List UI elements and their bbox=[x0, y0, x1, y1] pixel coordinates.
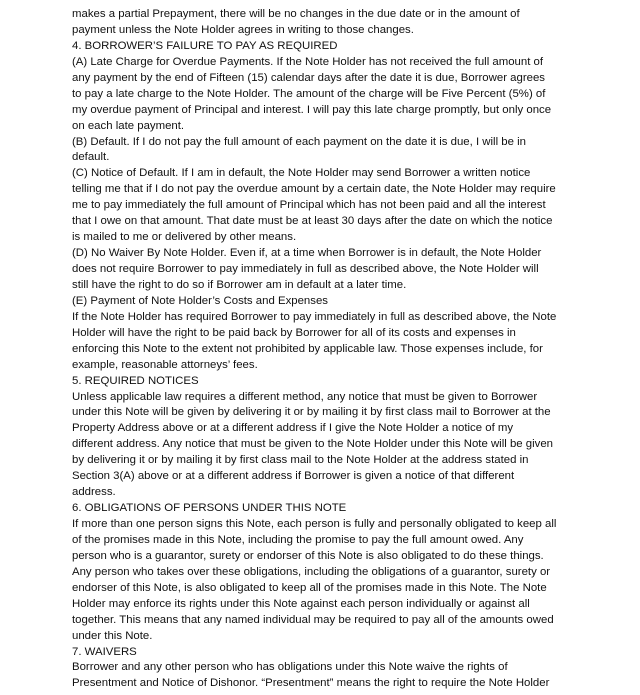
text-line: Borrower and any other person who has obligations under this Note waive the rights of bbox=[72, 661, 508, 674]
text-line: address. bbox=[72, 486, 116, 499]
text-line: (C) Notice of Default. If I am in default, the Note Holder may send Borrower a written notice bbox=[72, 167, 531, 180]
section-heading-5: 5. REQUIRED NOTICES bbox=[72, 374, 199, 387]
text-line: still have the right to do so if Borrower am in default at a later time. bbox=[72, 278, 407, 291]
text-line: Unless applicable law requires a different method, any notice that must be given to Borrower bbox=[72, 390, 538, 403]
text-line: enforcing this Note to the extent not prohibited by applicable law. Those expenses include, for bbox=[72, 342, 543, 355]
text-line: my overdue payment of Principal and interest. I will pay this late charge promptly, but only once bbox=[72, 103, 552, 116]
text-line: under this Note will be given by delivering it or by mailing it by first class mail to Borrower at the bbox=[72, 406, 551, 419]
section-heading-7: 7. WAIVERS bbox=[72, 645, 137, 658]
section-heading-6: 6. OBLIGATIONS OF PERSONS UNDER THIS NOTE bbox=[72, 502, 347, 515]
text-line: If more than one person signs this Note, each person is fully and personally obligated to keep all bbox=[72, 518, 557, 530]
text-line: does not require Borrower to pay immediately in full as described above, the Note Holder will bbox=[72, 263, 539, 275]
text-line: me to pay immediately the full amount of Principal which has not been paid and all the interest bbox=[72, 199, 546, 212]
text-line: payment unless the Note Holder agrees in writing to those changes. bbox=[72, 23, 414, 36]
text-line: is mailed to me or delivered by other means. bbox=[72, 231, 297, 244]
document-page bbox=[72, 7, 572, 692]
text-line: If the Note Holder has required Borrower to pay immediately in full as described above, the Note bbox=[72, 310, 557, 323]
text-line: Section 3(A) above or at a different address if Borrower is given a notice of that different bbox=[72, 470, 515, 483]
text-line: Holder may enforce its rights under this Note against each person individually or against all bbox=[72, 597, 530, 610]
text-line: Presentment and Notice of Dishonor. “Presentment” means the right to require the Note Holder bbox=[72, 677, 550, 690]
text-line: (B) Default. If I do not pay the full amount of each payment on the date it is due, I will be in bbox=[72, 135, 526, 148]
subsection-heading-e: (E) Payment of Note Holder’s Costs and Expenses bbox=[72, 294, 328, 307]
text-line: Any person who takes over these obligations, including the obligations of a guarantor, surety or bbox=[72, 565, 551, 578]
text-line: default. bbox=[72, 151, 110, 164]
text-line: under this Note. bbox=[72, 629, 153, 642]
text-line: example, reasonable attorneys’ fees. bbox=[72, 358, 258, 371]
text-line: (D) No Waiver By Note Holder. Even if, at a time when Borrower is in default, the Note Holder bbox=[72, 247, 542, 260]
text-line: of the promises made in this Note, including the promise to pay the full amount owed. Any bbox=[72, 533, 524, 546]
text-line: endorser of this Note, is also obligated to keep all of the promises made in this Note. The Note bbox=[72, 581, 547, 594]
text-line: Holder will have the right to be paid back by Borrower for all of its costs and expenses in bbox=[72, 326, 516, 339]
text-line: by delivering it or by mailing it by first class mail to the Note Holder at the address stated in bbox=[72, 454, 529, 467]
text-line: different address. Any notice that must be given to the Note Holder under this Note will be given bbox=[72, 438, 554, 451]
text-line: (A) Late Charge for Overdue Payments. If the Note Holder has not received the full amount of bbox=[72, 55, 544, 68]
text-line: on each late payment. bbox=[72, 119, 185, 132]
text-line: person who is a guarantor, surety or endorser of this Note is also obligated to do these things. bbox=[72, 549, 544, 562]
text-line: makes a partial Prepayment, there will be no changes in the due date or in the amount of bbox=[72, 8, 520, 20]
text-line: to pay a late charge to the Note Holder. The amount of the charge will be Five Percent (5%) of bbox=[72, 87, 546, 100]
section-heading-4: 4. BORROWER’S FAILURE TO PAY AS REQUIRED bbox=[72, 39, 338, 52]
text-line: any payment by the end of Fifteen (15) calendar days after the date it is due, Borrower agrees bbox=[72, 71, 545, 84]
text-line: together. This means that any named individual may be required to pay all of the amounts owed bbox=[72, 613, 554, 626]
text-line: Property Address above or at a different address if I give the Note Holder a notice of my bbox=[72, 422, 514, 435]
text-line: that I owe on that amount. That date must be at least 30 days after the date on which the notice bbox=[72, 215, 553, 228]
text-line: telling me that if I do not pay the overdue amount by a certain date, the Note Holder may require bbox=[72, 183, 556, 196]
